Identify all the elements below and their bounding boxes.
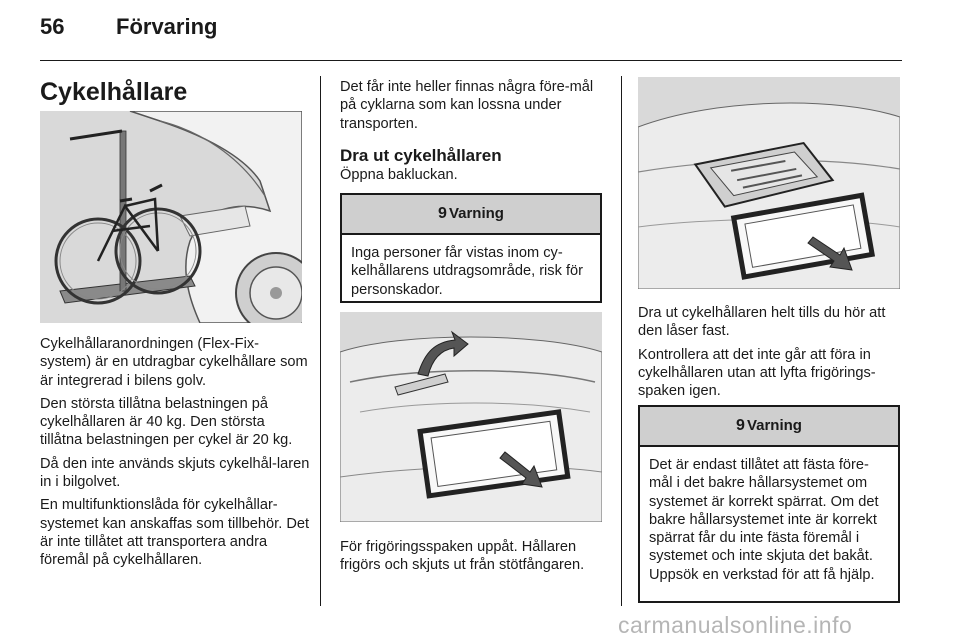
figure-caption: För frigöringsspaken uppåt. Hållaren frigörs och skjuts ut från stötfångaren. (340, 539, 585, 574)
col3-text (638, 304, 902, 400)
column-divider-left (320, 76, 321, 606)
paragraph: En multifunktionslåda för cykelhållar-systemet kan anskaffas som tillbehör. Det är inte tillåtet att transportera andra föremål på cykelhållaren. (40, 497, 310, 569)
warning-box (638, 405, 900, 603)
paragraph: Cykelhållaranordningen (Flex-Fix-system) är en utdragbar cykelhållare som är integrerad i bilens golv. (40, 336, 308, 389)
paragraph: Dra ut cykelhållaren helt tills du hör att den låser fast. (638, 305, 886, 340)
warning-header (640, 407, 898, 447)
warning-icon: 9 (438, 205, 447, 222)
column-divider-right (621, 76, 622, 606)
chapter-title: Förvaring (116, 14, 218, 39)
section-title: Cykelhållare (40, 78, 188, 106)
warning-header (342, 195, 600, 235)
paragraph: Kontrollera att det inte går att föra in cykelhållaren utan att lyfta frigörings-spaken igen. (638, 346, 876, 400)
figure-release-lever (340, 312, 602, 522)
subheading: Dra ut cykelhållaren (340, 146, 502, 165)
page-number: 56 (40, 14, 65, 39)
warning-box (340, 193, 602, 303)
col2-intro (340, 78, 608, 133)
warning-title: Varning (746, 417, 802, 434)
step-text: Öppna bakluckan. (340, 167, 458, 183)
warning-icon: 9 (736, 417, 745, 434)
col1-text (40, 335, 310, 570)
watermark: carmanualsonline.info (618, 612, 853, 638)
paragraph: Den största tillåtna belastningen på cykelhållaren är 40 kg. Den största tillåtna belastningen per cykel är 20 kg. (40, 395, 293, 449)
warning-text: Det är endast tillåtet att fästa före-mål i det bakre hållarsystemet om systemet är korrekt spärrat. Om det bakre hållarsystemet inte är korrekt spärrat får du inte fästa föremål i systemet och inte skjuta det bakåt. Uppsök en verkstad för att få hjälp. (649, 457, 879, 583)
paragraph: Det får inte heller finnas några före-mål på cyklarna som kan lossna under transporten. (340, 79, 594, 132)
figure-bike-carrier-with-bicycles (40, 111, 302, 323)
paragraph: Då den inte används skjuts cykelhål-laren in i bilgolvet. (40, 455, 310, 491)
figure-extended-carrier (638, 77, 900, 289)
warning-title: Varning (448, 205, 504, 222)
header-divider (40, 60, 902, 61)
warning-text: Inga personer får vistas inom cy-kelhållarens utdragsområde, risk för personskador. (351, 245, 583, 298)
